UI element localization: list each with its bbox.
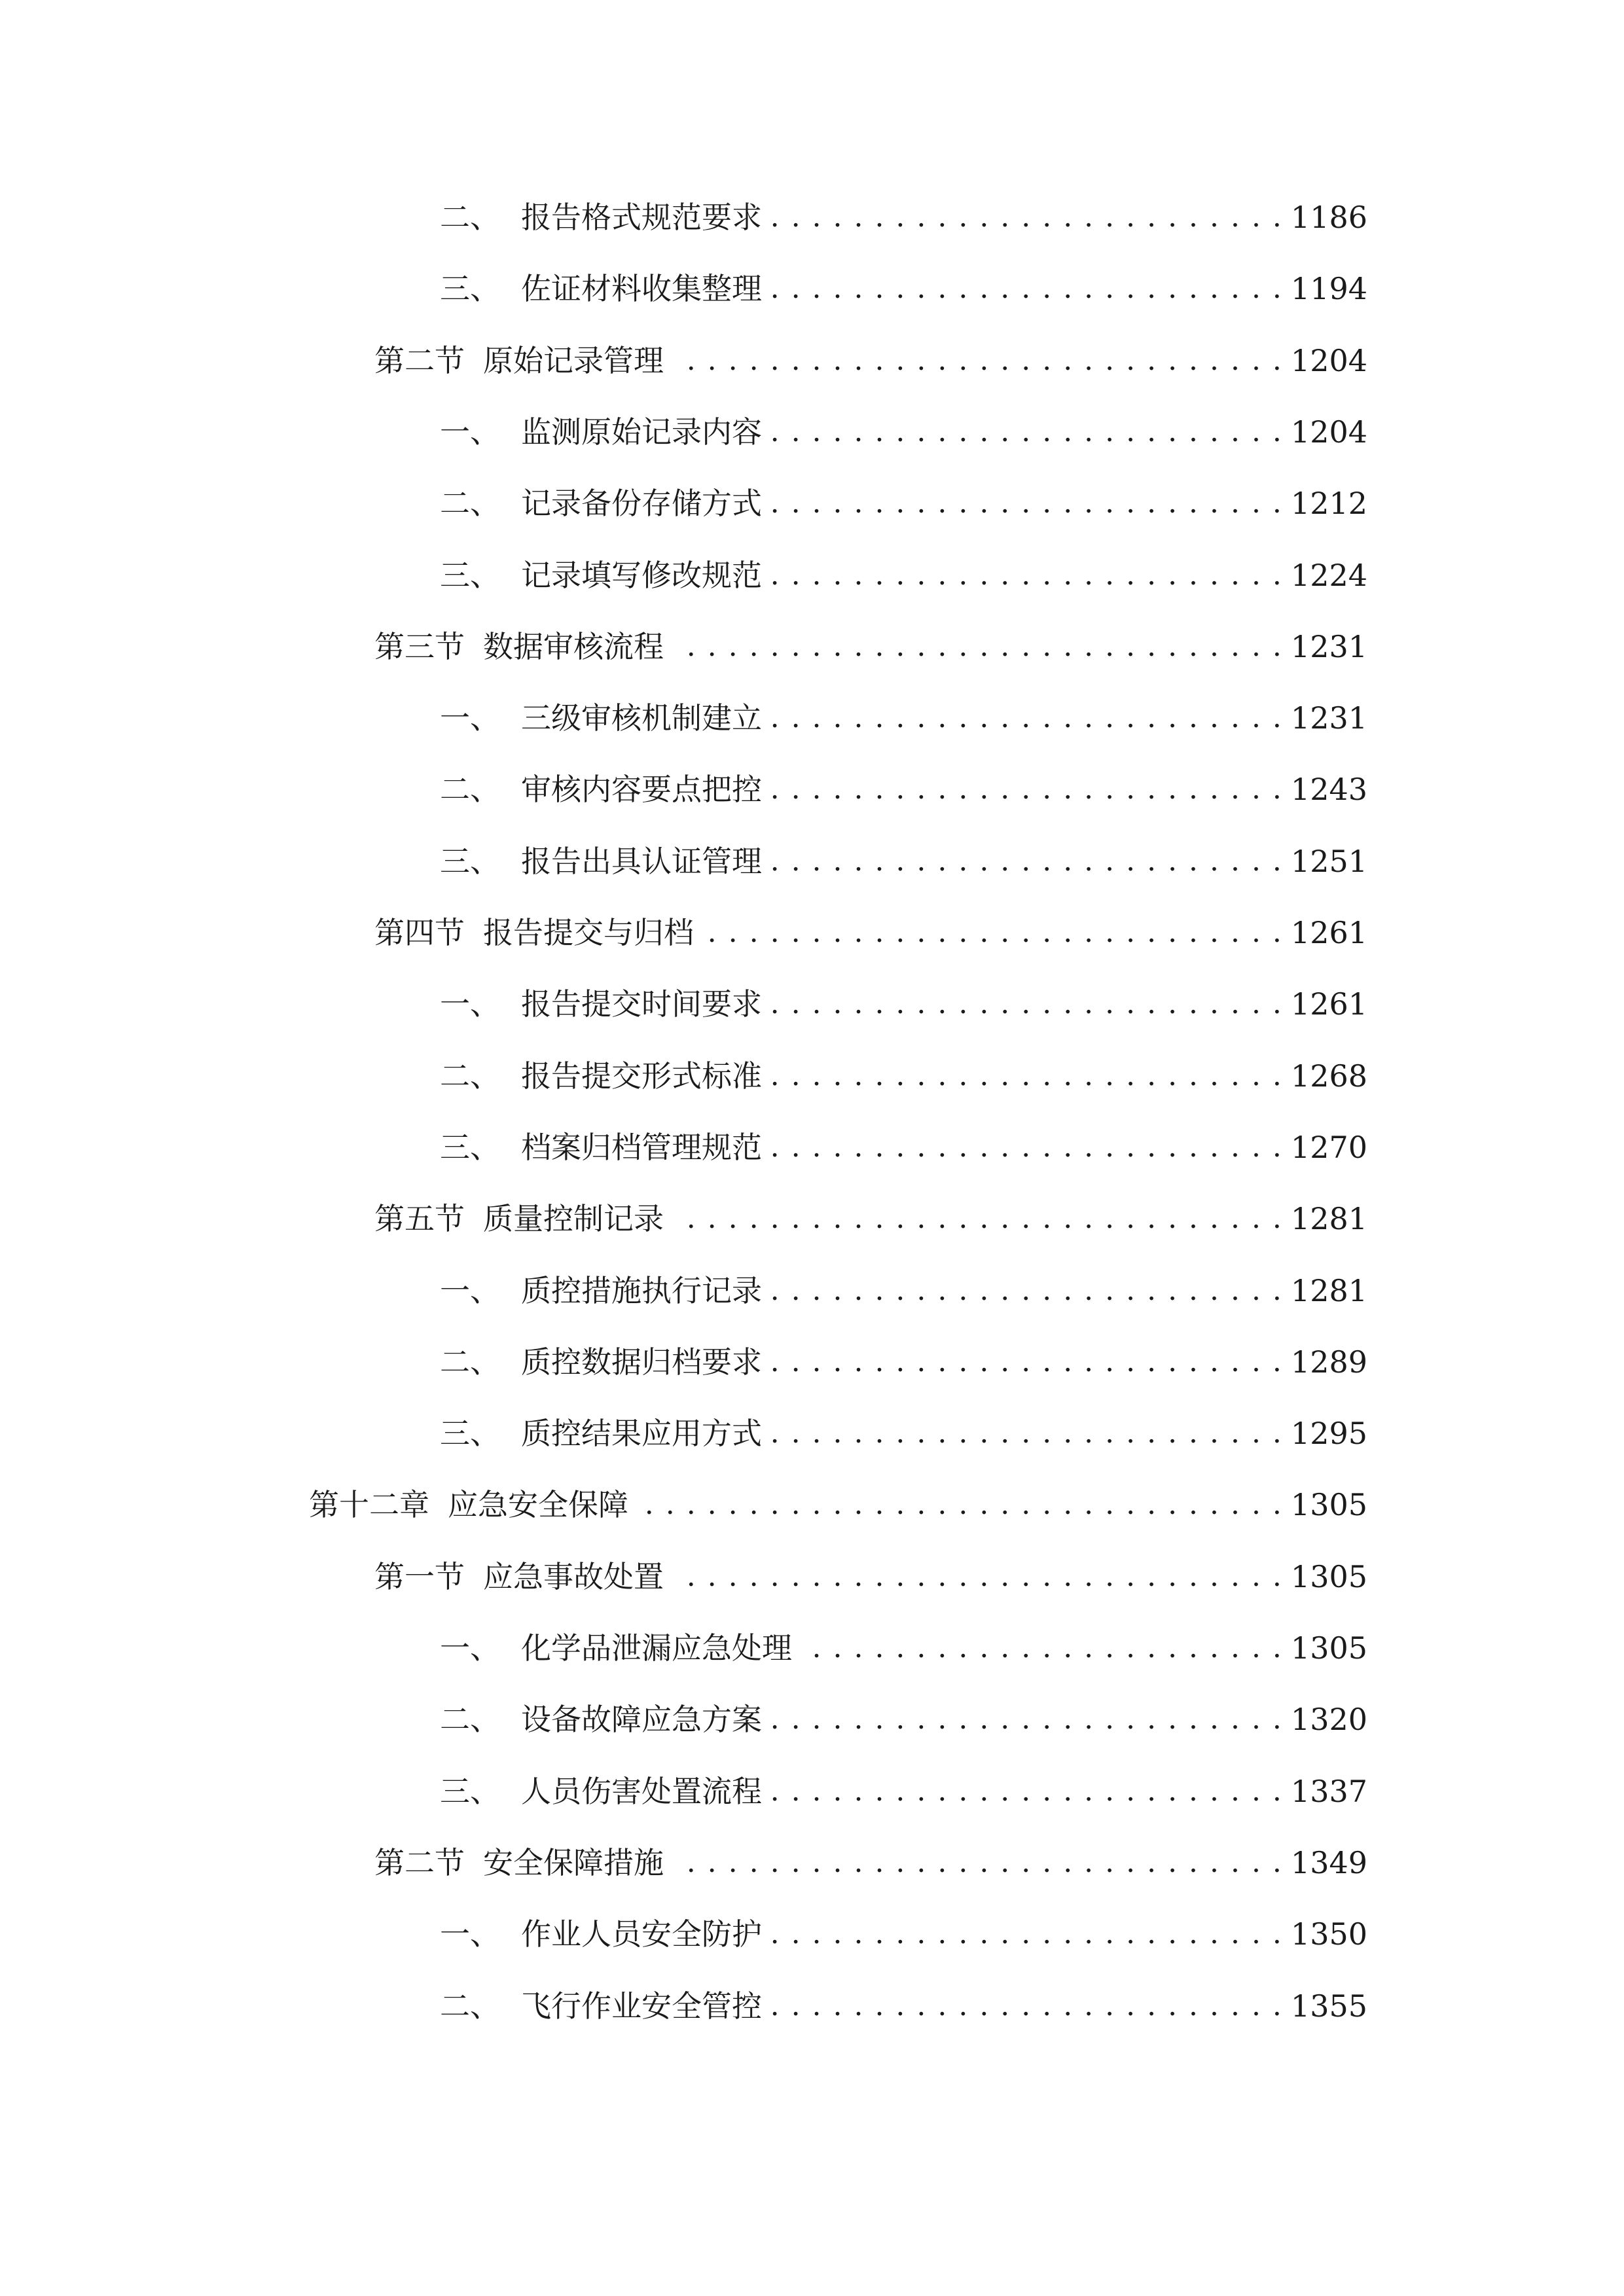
toc-entry[interactable]: [440, 262, 1367, 315]
toc-entry-page-number: 1305: [1290, 1487, 1367, 1522]
toc-entry-page-number: 1194: [1290, 271, 1367, 306]
toc-entry-number: 一、: [440, 1273, 500, 1308]
toc-entry-page-number: 1204: [1290, 343, 1367, 378]
toc-dot-leader: [674, 1837, 1283, 1889]
toc-entry-page-number: 1268: [1290, 1058, 1367, 1094]
toc-entry[interactable]: [440, 1908, 1367, 1960]
toc-entry-title: 质控结果应用方式: [521, 1416, 762, 1451]
toc-dot-leader: [772, 1121, 1283, 1174]
toc-dot-leader: [772, 978, 1283, 1030]
toc-entry-number: 一、: [440, 1630, 500, 1666]
toc-entry-page-number: 1350: [1290, 1916, 1367, 1952]
toc-entry-title: 审核内容要点把控: [521, 772, 762, 807]
toc-entry-page-number: 1355: [1290, 1988, 1367, 2024]
toc-entry-page-number: 1281: [1290, 1201, 1367, 1236]
toc-entry[interactable]: [374, 1551, 1367, 1603]
toc-dot-leader: [639, 1479, 1283, 1531]
toc-entry-title: 数据审核流程: [483, 629, 664, 664]
toc-entry-page-number: 1243: [1290, 772, 1367, 807]
toc-dot-leader: [674, 1551, 1283, 1603]
toc-entry-title: 报告格式规范要求: [521, 200, 762, 235]
toc-entry[interactable]: [440, 549, 1367, 601]
toc-entry[interactable]: [374, 334, 1367, 387]
toc-entry-title: 化学品泄漏应急处理: [521, 1630, 792, 1666]
toc-entry-title: 作业人员安全防护: [521, 1916, 762, 1952]
toc-entry-title: 人员伤害处置流程: [521, 1774, 762, 1809]
toc-entry-number: 二、: [440, 1344, 500, 1380]
toc-entry-number: 三、: [440, 1774, 500, 1809]
toc-entry-number: 二、: [440, 772, 500, 807]
toc-entry[interactable]: [440, 1050, 1367, 1102]
toc-entry-number: 一、: [440, 986, 500, 1022]
toc-dot-leader: [772, 191, 1283, 243]
toc-dot-leader: [772, 1908, 1283, 1960]
toc-entry[interactable]: [440, 1693, 1367, 1746]
toc-entry-title: 报告提交与归档: [483, 915, 694, 950]
toc-dot-leader: [772, 1050, 1283, 1102]
toc-dot-leader: [772, 406, 1283, 458]
toc-dot-leader: [772, 1265, 1283, 1317]
toc-entry-page-number: 1186: [1290, 200, 1367, 235]
toc-entry-number: 二、: [440, 1702, 500, 1737]
toc-entry[interactable]: [440, 692, 1367, 744]
toc-entry-number: 第三节: [374, 629, 465, 664]
toc-entry-number: 一、: [440, 414, 500, 450]
toc-entry-title: 质控数据归档要求: [521, 1344, 762, 1380]
toc-dot-leader: [704, 906, 1283, 959]
toc-entry-title: 应急安全保障: [448, 1487, 628, 1522]
toc-entry-page-number: 1231: [1290, 629, 1367, 664]
toc-entry-number: 三、: [440, 558, 500, 593]
toc-entry[interactable]: [374, 906, 1367, 959]
toc-dot-leader: [772, 549, 1283, 601]
toc-entry-title: 报告出具认证管理: [521, 844, 762, 879]
toc-entry[interactable]: [374, 1837, 1367, 1889]
toc-entry-number: 一、: [440, 700, 500, 736]
toc-entry-title: 记录备份存储方式: [521, 486, 762, 521]
toc-entry[interactable]: [440, 835, 1367, 888]
toc-dot-leader: [772, 1407, 1283, 1460]
toc-dot-leader: [772, 1765, 1283, 1818]
toc-entry-number: 二、: [440, 1988, 500, 2024]
toc-dot-leader: [772, 1980, 1283, 2032]
toc-entry-page-number: 1212: [1290, 486, 1367, 521]
toc-entry[interactable]: [309, 1479, 1367, 1531]
toc-entry[interactable]: [440, 191, 1367, 243]
toc-entry[interactable]: [440, 1121, 1367, 1174]
toc-entry[interactable]: [440, 1265, 1367, 1317]
toc-entry-title: 报告提交时间要求: [521, 986, 762, 1022]
toc-dot-leader: [772, 1693, 1283, 1746]
toc-dot-leader: [772, 692, 1283, 744]
toc-entry-title: 应急事故处置: [483, 1559, 664, 1594]
toc-entry[interactable]: [440, 1765, 1367, 1818]
toc-entry-number: 第五节: [374, 1201, 465, 1236]
toc-entry-number: 第四节: [374, 915, 465, 950]
toc-entry-page-number: 1320: [1290, 1702, 1367, 1737]
toc-entry-title: 质控措施执行记录: [521, 1273, 762, 1308]
toc-entry-title: 监测原始记录内容: [521, 414, 762, 450]
toc-entry-title: 质量控制记录: [483, 1201, 664, 1236]
toc-dot-leader: [772, 477, 1283, 529]
toc-entry-page-number: 1204: [1290, 414, 1367, 450]
toc-entry-title: 原始记录管理: [483, 343, 664, 378]
toc-entry-page-number: 1251: [1290, 844, 1367, 879]
toc-entry-number: 三、: [440, 844, 500, 879]
toc-entry-page-number: 1289: [1290, 1344, 1367, 1380]
toc-entry-number: 一、: [440, 1916, 500, 1952]
toc-dot-leader: [674, 620, 1283, 673]
toc-dot-leader: [803, 1622, 1283, 1674]
toc-entry-number: 第十二章: [309, 1487, 429, 1522]
toc-entry-page-number: 1261: [1290, 986, 1367, 1022]
toc-entry-number: 三、: [440, 1130, 500, 1165]
toc-entry-page-number: 1349: [1290, 1845, 1367, 1880]
toc-entry-number: 二、: [440, 1058, 500, 1094]
toc-entry-page-number: 1295: [1290, 1416, 1367, 1451]
toc-entry-page-number: 1261: [1290, 915, 1367, 950]
toc-entry-title: 飞行作业安全管控: [521, 1988, 762, 2024]
toc-entry-number: 三、: [440, 271, 500, 306]
toc-entry-page-number: 1305: [1290, 1630, 1367, 1666]
toc-entry[interactable]: [440, 978, 1367, 1030]
toc-entry-title: 三级审核机制建立: [521, 700, 762, 736]
toc-entry-title: 档案归档管理规范: [521, 1130, 762, 1165]
toc-entry-title: 安全保障措施: [483, 1845, 664, 1880]
toc-entry-page-number: 1305: [1290, 1559, 1367, 1594]
toc-entry-title: 设备故障应急方案: [521, 1702, 762, 1737]
toc-entry-page-number: 1270: [1290, 1130, 1367, 1165]
toc-entry[interactable]: [374, 620, 1367, 673]
toc-entry[interactable]: [440, 477, 1367, 529]
toc-entry-page-number: 1224: [1290, 558, 1367, 593]
toc-entry-number: 第二节: [374, 1845, 465, 1880]
toc-dot-leader: [772, 262, 1283, 315]
toc-dot-leader: [772, 835, 1283, 888]
toc-entry-page-number: 1231: [1290, 700, 1367, 736]
toc-entry-title: 佐证材料收集整理: [521, 271, 762, 306]
toc-dot-leader: [674, 1193, 1283, 1245]
toc-entry-number: 第一节: [374, 1559, 465, 1594]
toc-entry-number: 二、: [440, 486, 500, 521]
toc-entry-page-number: 1281: [1290, 1273, 1367, 1308]
toc-dot-leader: [772, 1336, 1283, 1388]
toc-entry[interactable]: [440, 406, 1367, 458]
toc-entry-page-number: 1337: [1290, 1774, 1367, 1809]
toc-entry[interactable]: [440, 1622, 1367, 1674]
toc-entry[interactable]: [440, 1980, 1367, 2032]
toc-entry[interactable]: [440, 1407, 1367, 1460]
toc-entry-title: 记录填写修改规范: [521, 558, 762, 593]
toc-entry-number: 三、: [440, 1416, 500, 1451]
toc-entry-title: 报告提交形式标准: [521, 1058, 762, 1094]
toc-entry-number: 二、: [440, 200, 500, 235]
toc-entry[interactable]: [440, 1336, 1367, 1388]
toc-dot-leader: [674, 334, 1283, 387]
toc-entry-number: 第二节: [374, 343, 465, 378]
toc-entry[interactable]: [440, 763, 1367, 816]
toc-dot-leader: [772, 763, 1283, 816]
toc-entry[interactable]: [374, 1193, 1367, 1245]
